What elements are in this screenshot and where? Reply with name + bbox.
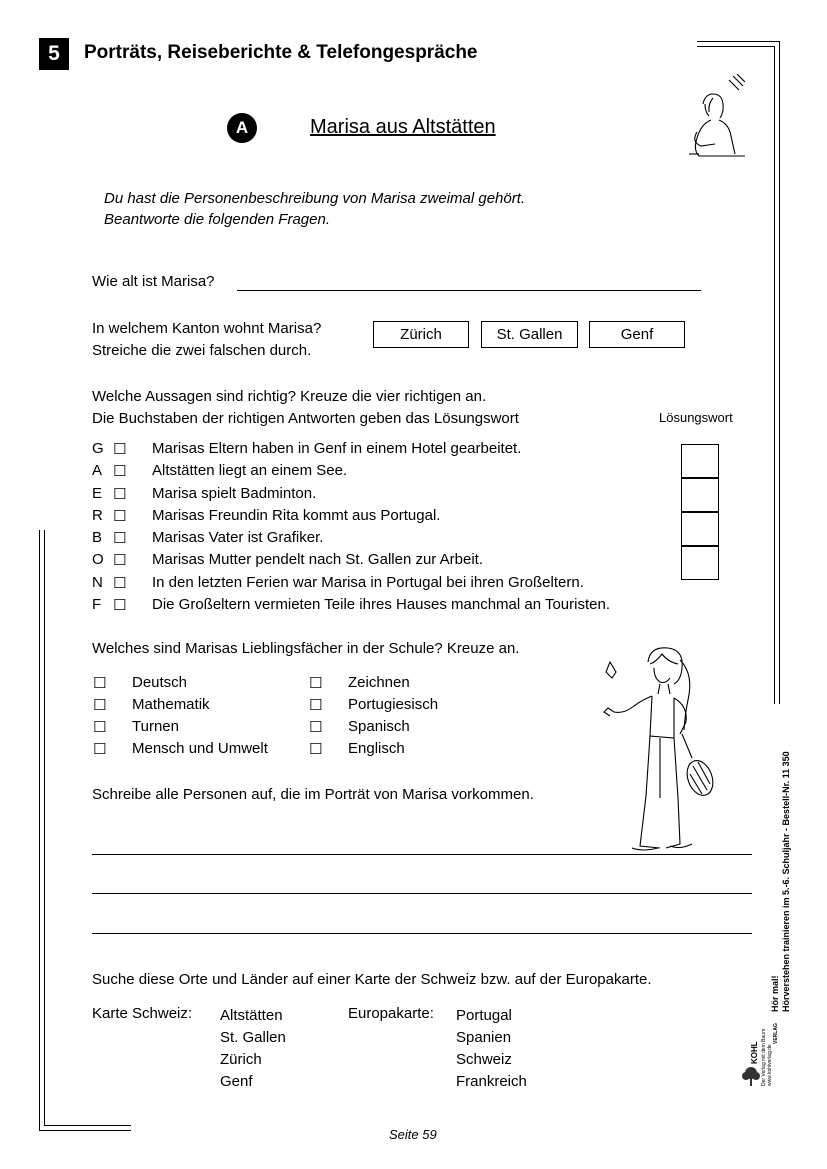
persons-answer-line[interactable] [92,854,752,855]
swiss-place: Zürich [220,1051,262,1068]
subject-label: Portugiesisch [348,696,439,713]
statement-checkbox[interactable]: ☐ [113,441,127,458]
statement-checkbox[interactable]: ☐ [113,486,127,503]
canton-question-line-2: Streiche die zwei falschen durch. [92,342,312,359]
subject-label: Turnen [132,718,179,735]
canton-option-st-gallen[interactable]: St. Gallen [481,321,578,348]
section-number: 5 [39,38,69,70]
subject-checkbox[interactable]: ☐ [93,675,107,692]
subject-checkbox[interactable]: ☐ [309,741,323,758]
canton-question-line-1: In welchem Kanton wohnt Marisa? [92,320,322,337]
swiss-place: Genf [220,1073,253,1090]
statement-text: Marisas Vater ist Grafiker. [152,529,324,546]
swiss-places-list [220,1005,286,1093]
statement-letter: B [92,529,103,546]
instructions-line-2: Beantworte die folgenden Fragen. [104,211,330,228]
badminton-girl-illustration [600,642,725,857]
swiss-place: St. Gallen [220,1029,286,1046]
subjects-question: Welches sind Marisas Lieblingsfächer in der Schule? Kreuze an. [92,640,520,657]
statement-checkbox[interactable]: ☐ [113,597,127,614]
places-question: Suche diese Orte und Länder auf einer Karte der Schweiz bzw. auf der Europakarte. [92,971,652,988]
statement-checkbox[interactable]: ☐ [113,508,127,525]
swiss-map-label: Karte Schweiz: [92,1005,193,1022]
statements-question-line-2: Die Buchstaben der richtigen Antworten geben das Lösungswort [92,410,519,427]
statement-letter: A [92,462,103,479]
subject-checkbox[interactable]: ☐ [309,675,323,692]
instructions-line-1: Du hast die Personenbeschreibung von Marisa zweimal gehört. [104,190,526,207]
statements-question [92,386,519,430]
sidebar-product-info: Hörverstehen trainieren im 5.-6. Schuljahr - Bestell-Nr. 11 350 [781,751,791,1012]
statement-text: Marisas Freundin Rita kommt aus Portugal. [152,507,441,524]
statement-letter: N [92,574,103,591]
solution-word-cell[interactable] [681,444,719,478]
canton-question [92,318,321,362]
exercise-label: A [227,113,257,143]
persons-question: Schreibe alle Personen auf, die im Porträt von Marisa vorkommen. [92,786,534,803]
persons-answer-line[interactable] [92,933,752,934]
europe-place: Frankreich [456,1073,527,1090]
statement-letter: G [92,440,104,457]
statement-text: Marisas Eltern haben in Genf in einem Hotel gearbeitet. [152,440,522,457]
subject-label: Mensch und Umwelt [132,740,268,757]
subject-checkbox[interactable]: ☐ [93,741,107,758]
canton-option-genf[interactable]: Genf [589,321,685,348]
statement-checkbox[interactable]: ☐ [113,575,127,592]
subject-checkbox[interactable]: ☐ [93,697,107,714]
canton-option-zurich[interactable]: Zürich [373,321,469,348]
publisher-name: KOHL [750,1041,759,1064]
europe-places-list [456,1005,527,1093]
statement-letter: F [92,596,102,613]
page-number: Seite 59 [389,1127,437,1142]
instructions [104,188,525,230]
statement-text: In den letzten Ferien war Marisa in Portugal bei ihren Großeltern. [152,574,584,591]
statement-letter: R [92,507,103,524]
publisher-sub: VERLAG [773,1023,779,1044]
solution-word-cell[interactable] [681,478,719,512]
publisher-tagline: Der Verlag mit dem Baum [761,1028,767,1086]
europe-map-label: Europakarte: [348,1005,434,1022]
europe-place: Spanien [456,1029,512,1046]
europe-place: Schweiz [456,1051,512,1068]
subject-checkbox[interactable]: ☐ [309,719,323,736]
statement-checkbox[interactable]: ☐ [113,552,127,569]
statement-checkbox[interactable]: ☐ [113,530,127,547]
subject-checkbox[interactable]: ☐ [309,697,323,714]
exercise-title: Marisa aus Altstätten [310,116,496,138]
tree-icon [742,1066,760,1086]
subject-label: Zeichnen [348,674,410,691]
statement-checkbox[interactable]: ☐ [113,463,127,480]
statements-question-line-1: Welche Aussagen sind richtig? Kreuze die vier richtigen an. [92,388,487,405]
statement-text: Marisas Mutter pendelt nach St. Gallen zur Arbeit. [152,551,483,568]
statement-letter: O [92,551,104,568]
subject-label: Mathematik [132,696,210,713]
statement-letter: E [92,485,103,502]
telephone-girl-illustration [683,74,753,160]
age-answer-line[interactable] [237,290,701,291]
subject-checkbox[interactable]: ☐ [93,719,107,736]
age-question: Wie alt ist Marisa? [92,273,215,290]
solution-word-cell[interactable] [681,512,719,546]
swiss-place: Altstätten [220,1007,283,1024]
publisher-logo [742,1020,784,1090]
subject-label: Deutsch [132,674,188,691]
sidebar-series-title: Hör mal! [770,975,780,1012]
solution-word-label: Lösungswort [659,410,733,425]
subject-label: Spanisch [348,718,410,735]
statement-text: Die Großeltern vermieten Teile ihres Hauses manchmal an Touristen. [152,596,610,613]
statement-text: Altstätten liegt an einem See. [152,462,348,479]
subject-label: Englisch [348,740,405,757]
section-title: Porträts, Reiseberichte & Telefongespräche [84,42,478,63]
persons-answer-line[interactable] [92,893,752,894]
europe-place: Portugal [456,1007,512,1024]
solution-word-cell[interactable] [681,546,719,580]
publisher-website: www.kohlverlag.de [767,1044,773,1086]
statement-text: Marisa spielt Badminton. [152,485,317,502]
